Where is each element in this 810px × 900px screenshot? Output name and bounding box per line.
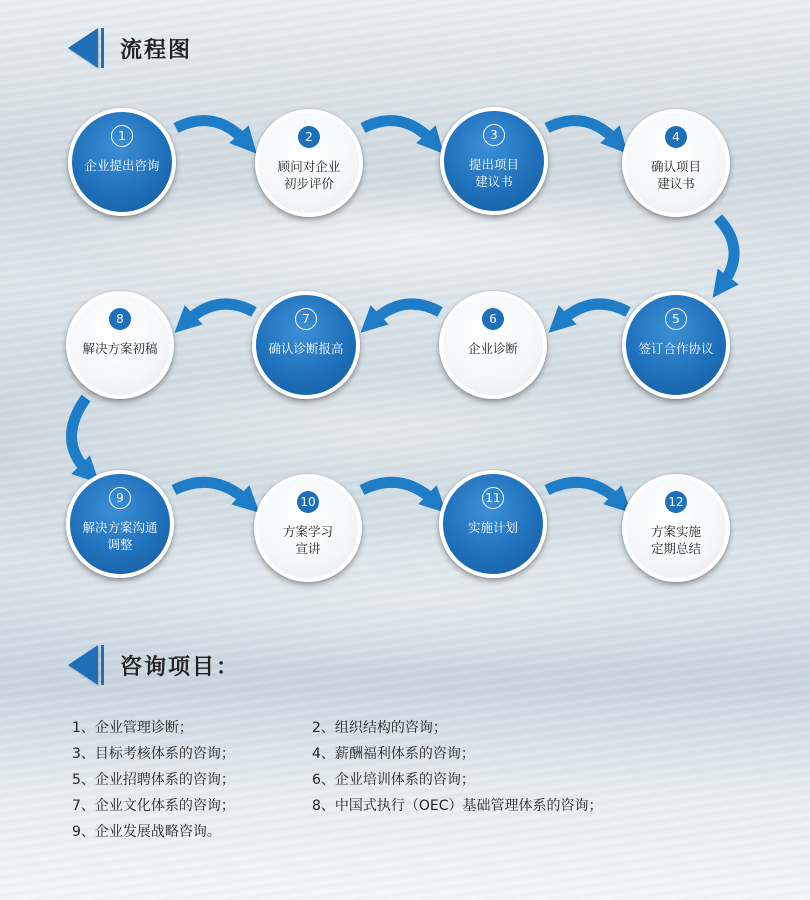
project-item: 4、薪酬福利体系的咨询； (312, 746, 475, 762)
step-label: 企业提出咨询 (84, 158, 160, 173)
step-label: 提出项目 建议书 (468, 157, 519, 189)
step-number: 7 (295, 308, 317, 330)
project-item: 5、企业招聘体系的咨询； (72, 772, 235, 788)
step-label: 解决方案沟通 调整 (82, 520, 158, 552)
flow-arrow-3 (547, 121, 617, 142)
step-number: 5 (665, 308, 687, 330)
step-7-circle (252, 291, 360, 399)
step-number: 8 (109, 308, 131, 330)
step-number: 1 (111, 125, 133, 147)
projects-list (72, 714, 772, 844)
step-label: 确认诊断报高 (268, 341, 344, 356)
step-label: 确认项目 建议书 (650, 159, 701, 191)
step-number: 4 (665, 126, 687, 148)
flow-arrow-10 (362, 482, 435, 502)
step-number: 11 (482, 487, 504, 509)
step-3-circle (440, 107, 548, 215)
projects-section-title: 咨询项目： (120, 653, 241, 680)
step-number: 9 (109, 487, 131, 509)
project-item: 1、企业管理诊断； (72, 720, 193, 736)
project-item: 2、组织结构的咨询； (312, 720, 447, 736)
step-label: 签订合作协议 (638, 341, 714, 356)
projects-section-header (68, 645, 240, 685)
project-item: 3、目标考核体系的咨询； (72, 746, 235, 762)
step-5-circle (622, 291, 730, 399)
flow-arrow-2 (363, 121, 433, 142)
step-2-circle (255, 109, 363, 217)
project-item: 9、企业发展战略咨询。 (72, 824, 221, 840)
step-1-circle (68, 108, 176, 216)
step-10-circle (254, 474, 362, 582)
step-label: 方案学习 宣讲 (282, 524, 333, 556)
flow-arrow-6 (372, 304, 440, 322)
triangle-marker-icon (68, 645, 98, 685)
step-label: 实施计划 (467, 520, 518, 535)
step-label: 方案实施 定期总结 (650, 524, 701, 556)
flow-arrow-8 (71, 398, 88, 472)
step-12-circle (622, 474, 730, 582)
step-number: 2 (298, 126, 320, 148)
header-bar (101, 645, 104, 685)
step-4-circle (622, 109, 730, 217)
step-6-circle (439, 291, 547, 399)
flow-arrow-5 (560, 304, 628, 322)
flow-arrow-4 (718, 218, 734, 285)
step-8-circle (66, 291, 174, 399)
step-number: 10 (297, 491, 319, 513)
step-label: 企业诊断 (467, 341, 518, 356)
step-9-circle (66, 470, 174, 578)
step-label: 解决方案初稿 (82, 341, 158, 356)
step-number: 12 (665, 491, 687, 513)
project-item: 6、企业培训体系的咨询； (312, 772, 475, 788)
step-11-circle (439, 470, 547, 578)
flow-arrow-1 (176, 121, 246, 142)
project-item: 7、企业文化体系的咨询； (72, 798, 235, 814)
step-number: 6 (482, 308, 504, 330)
flow-section-title: 流程图 (120, 36, 193, 63)
step-number: 3 (483, 124, 505, 146)
flow-arrow-9 (174, 482, 248, 502)
step-label: 顾问对企业 初步评价 (277, 159, 341, 191)
flow-arrow-7 (186, 304, 254, 322)
project-item: 8、中国式执行（OEC）基础管理体系的咨询； (312, 798, 603, 814)
flow-arrow-11 (547, 482, 620, 502)
